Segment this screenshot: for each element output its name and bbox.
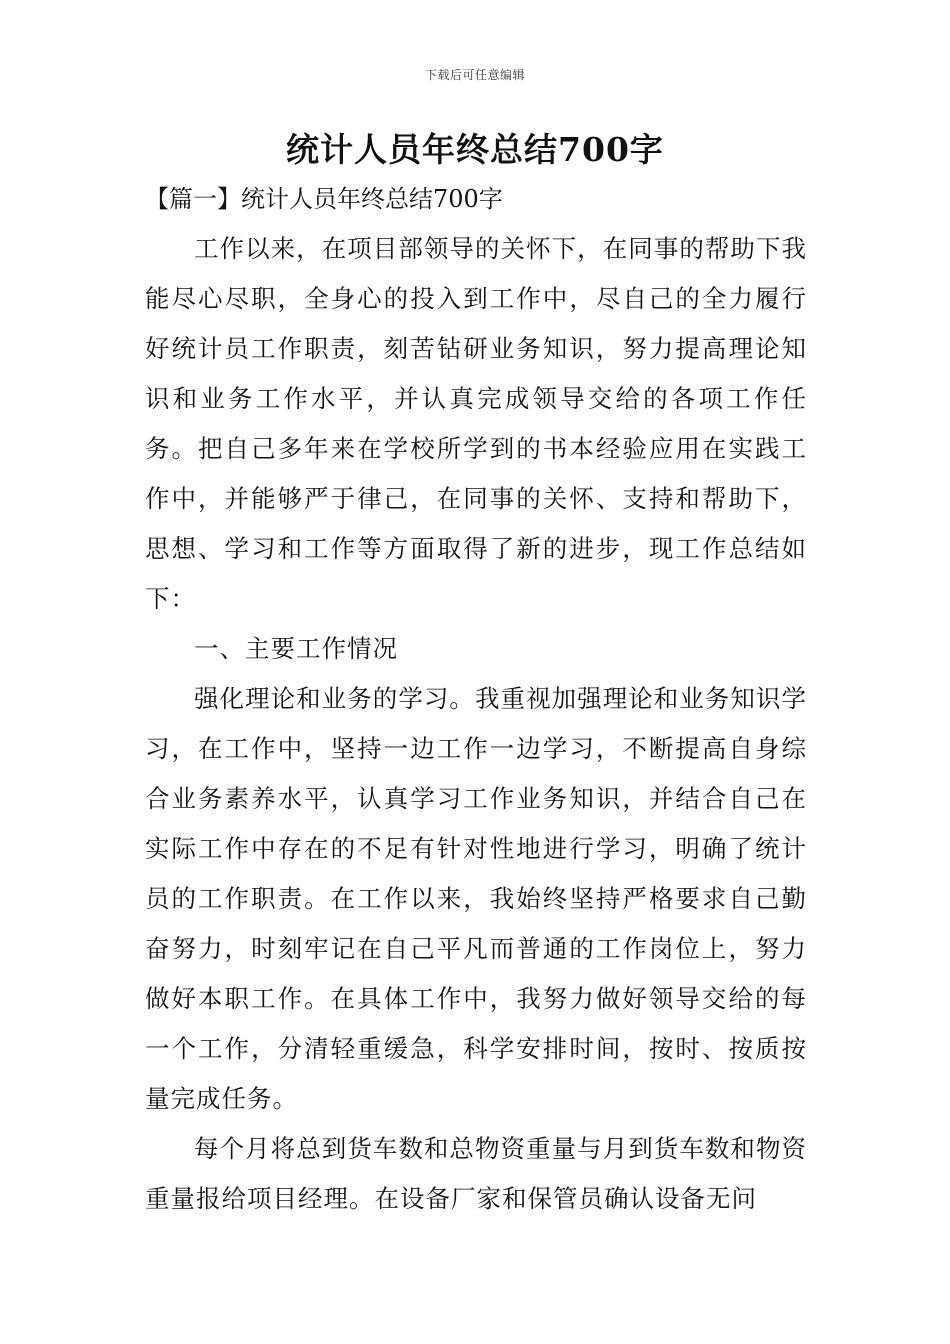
header-note: 下载后可任意编辑 (424, 68, 525, 82)
paragraph-monthly-report: 每个月将总到货车数和总物资重量与月到货车数和物资重量报给项目经理。在设备厂家和保管员确认设备无问 (145, 1134, 807, 1213)
subsection-heading: 一、主要工作情况 (194, 634, 398, 663)
section-heading: 【篇一】统计人员年终总结700字 (145, 185, 503, 213)
paragraph-intro: 工作以来，在项目部领导的关怀下，在同事的帮助下我能尽心尽职，全身心的投入到工作中，尽自己的全力履行好统计员工作职责，刻苦钻研业务知识，努力提高理论知识和业务工作水平，并认真完成领导交给的各项工作任务。把自己多年来在学校所学到的书本经验应用在实践工作中，并能够严于律己，在同事的关怀、支持和帮助下，思想、学习和工作等方面取得了新的进步，现工作总结如下： (145, 234, 807, 613)
document-body (145, 224, 807, 1224)
document-title: 统计人员年终总结700字 (286, 130, 664, 169)
paragraph-study: 强化理论和业务的学习。我重视加强理论和业务知识学习，在工作中，坚持一边工作一边学习，不断提高自身综合业务素养水平，认真学习工作业务知识，并结合自己在实际工作中存在的不足有针对性地进行学习，明确了统计员的工作职责。在工作以来，我始终坚持严格要求自己勤奋努力，时刻牢记在自己平凡而普通的工作岗位上，努力做好本职工作。在具体工作中，我努力做好领导交给的每一个工作，分清轻重缓急，科学安排时间，按时、按质按量完成任务。 (145, 684, 807, 1113)
